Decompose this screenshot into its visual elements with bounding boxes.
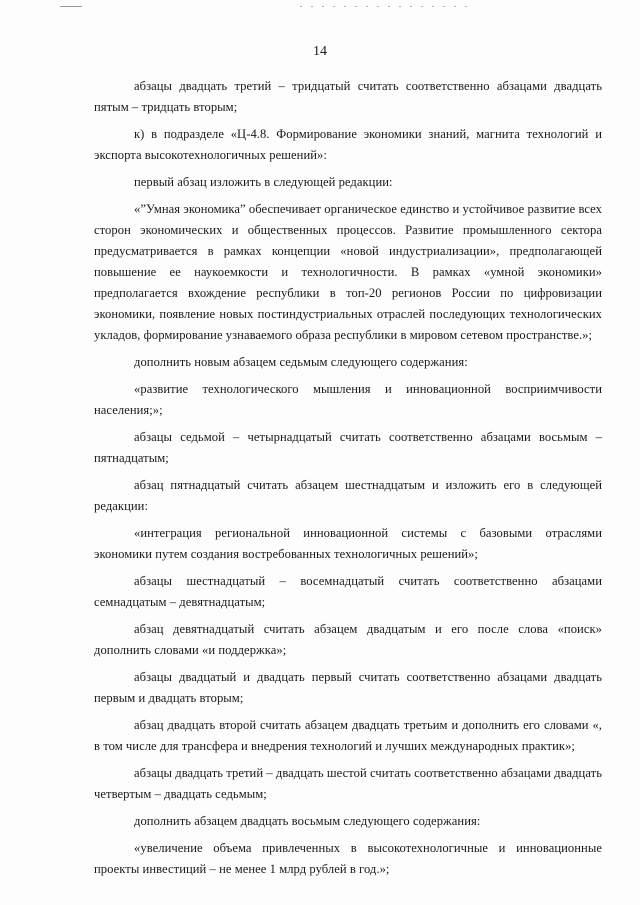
paragraph: «развитие технологического мышления и инновационной восприимчивости населения;»; — [94, 382, 602, 417]
paragraph: абзацы седьмой – четырнадцатый считать соответственно абзацами восьмым – пятнадцатым; — [94, 430, 602, 465]
scan-artifact-left — [60, 6, 82, 7]
paragraph: дополнить абзацем двадцать восьмым следующего содержания: — [134, 814, 481, 828]
paragraph: абзацы двадцать третий – двадцать шестой считать соответственно абзацами двадцать четвертым – двадцать седьмым; — [94, 766, 602, 801]
paragraph: абзацы двадцатый и двадцать первый считать соответственно абзацами двадцать первым и двадцать вторым; — [94, 670, 602, 705]
paragraph: дополнить новым абзацем седьмым следующего содержания: — [134, 355, 468, 369]
paragraph: «увеличение объема привлеченных в высокотехнологичные и инновационные проекты инвестиций – не менее 1 млрд рублей в год.»; — [94, 841, 602, 876]
paragraph: абзацы двадцать третий – тридцатый считать соответственно абзацами двадцать пятым – тридцать вторым; — [94, 79, 602, 114]
document-body — [94, 76, 602, 886]
paragraph: абзац девятнадцатый считать абзацем двадцатым и его после слова «поиск» дополнить словами «и поддержка»; — [94, 622, 602, 657]
scan-artifact-top — [300, 6, 470, 7]
paragraph: абзацы шестнадцатый – восемнадцатый считать соответственно абзацами семнадцатым – девятнадцатым; — [94, 574, 602, 609]
paragraph: первый абзац изложить в следующей редакции: — [134, 175, 393, 189]
paragraph: абзац двадцать второй считать абзацем двадцать третьим и дополнить его словами «, в том числе для трансфера и внедрения технологий и лучших международных практик»; — [94, 718, 602, 753]
paragraph: «интеграция региональной инновационной системы с базовыми отраслями экономики путем создания востребованных технологичных решений»; — [94, 526, 602, 561]
paragraph: «”Умная экономика” обеспечивает органическое единство и устойчивое развитие всех сторон экономических и общественных процессов. Развитие промышленного сектора предусматривается в рамках концепции «новой индустриализации», предполагающей повышение ее наукоемкости и технологичности. В рамках «умной экономики» предполагается вхождение республики в топ-20 регионов России по цифровизации экономики, появление новых постиндустриальных отраслей последующих технологических укладов, формирование узнаваемого образа республики в мировом сетевом пространстве.»; — [94, 202, 602, 342]
paragraph: абзац пятнадцатый считать абзацем шестнадцатым и изложить его в следующей редакции: — [94, 478, 602, 513]
paragraph: к) в подразделе «Ц-4.8. Формирование экономики знаний, магнита технологий и экспорта высокотехнологичных решений»: — [94, 127, 602, 162]
page-number: 14 — [313, 44, 327, 59]
